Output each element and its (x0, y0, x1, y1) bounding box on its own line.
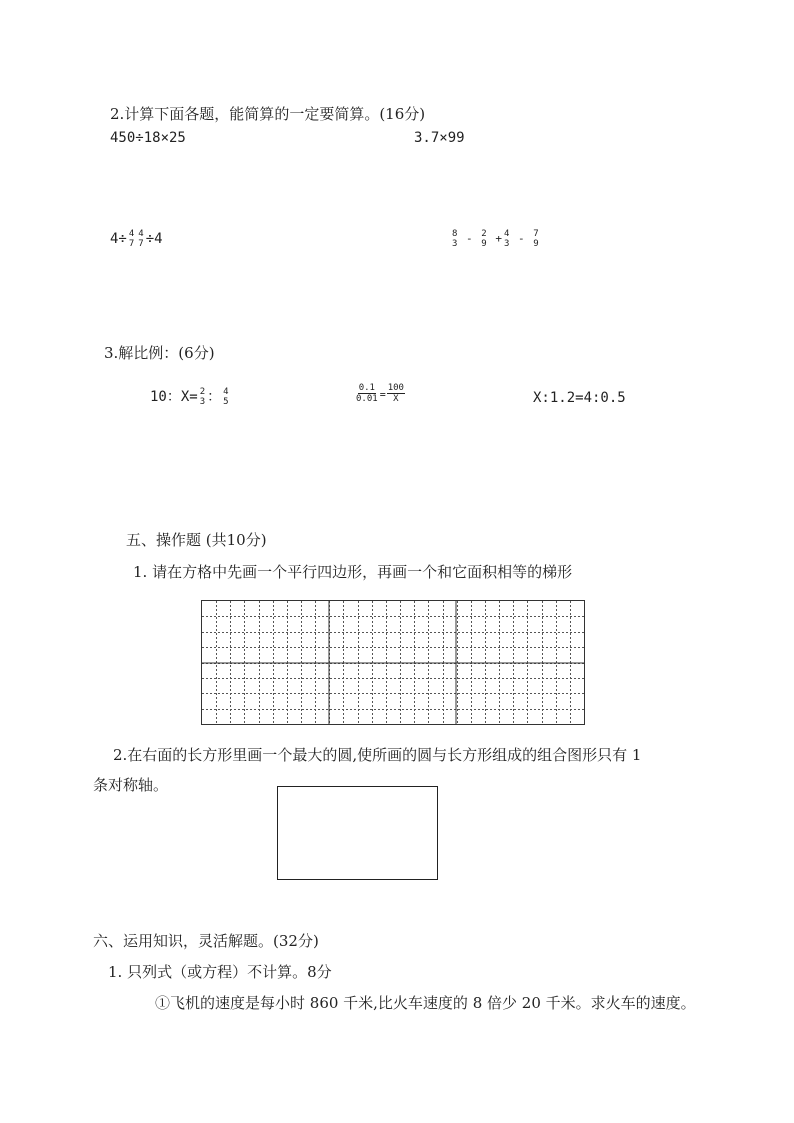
q3-heading: 3.解比例：(6分) (104, 344, 215, 362)
expr-text: 4÷ (110, 231, 127, 247)
q2-expr-2: 3.7×99 (414, 130, 465, 146)
fraction: $\frac{100}{X}$ (387, 383, 404, 404)
fraction: 4 5 (223, 387, 229, 407)
q3-eq-2 (354, 383, 406, 404)
operator: - (466, 232, 473, 245)
q2-heading: 2.计算下面各题，能简算的一定要简算。(16分) (110, 105, 426, 123)
section5-q2-line1: 2.在右面的长方形里画一个最大的圆,使所画的圆与长方形组成的组合图形只有 1 (113, 746, 642, 764)
fraction: 8 3 (452, 229, 458, 249)
fraction: 4 7 (138, 229, 144, 249)
grid-lines (202, 601, 584, 724)
expr-text: ÷4 (145, 231, 163, 247)
fraction: $\frac{0.1}{0.01}$ (356, 383, 378, 404)
equals-sign: = (379, 389, 386, 401)
q2-expr-4 (450, 229, 541, 249)
q2-expr-3 (110, 229, 163, 249)
fraction: 7 9 (533, 229, 539, 249)
rectangle-drawing-area[interactable] (277, 786, 438, 880)
section5-q2-line2: 条对称轴。 (93, 776, 169, 794)
section5-q1: 1. 请在方格中先画一个平行四边形，再画一个和它面积相等的梯形 (133, 563, 573, 581)
operator: - (518, 232, 525, 245)
q2-expr-1: 450÷18×25 (110, 130, 186, 146)
section6-heading: 六、运用知识，灵活解题。(32分) (93, 932, 319, 950)
fraction: 4 7 (128, 229, 135, 249)
operator: + (495, 232, 502, 245)
section6-q1: 1. 只列式（或方程）不计算。8分 (108, 963, 332, 981)
q3-eq-3: X:1.2=4:0.5 (533, 390, 626, 406)
expr-text: ： (207, 389, 222, 405)
section5-heading: 五、操作题 (共10分) (126, 531, 267, 549)
expr-text: 10：X= (150, 389, 198, 405)
drawing-grid[interactable] (201, 600, 585, 725)
fraction: 2 9 (481, 229, 487, 249)
fraction: 4 3 (503, 229, 510, 249)
fraction: 2 3 (199, 387, 206, 407)
q3-eq-1 (150, 386, 231, 407)
section6-q1-item1: ①飞机的速度是每小时 860 千米,比火车速度的 8 倍少 20 千米。求火车的速度。 (155, 994, 696, 1012)
